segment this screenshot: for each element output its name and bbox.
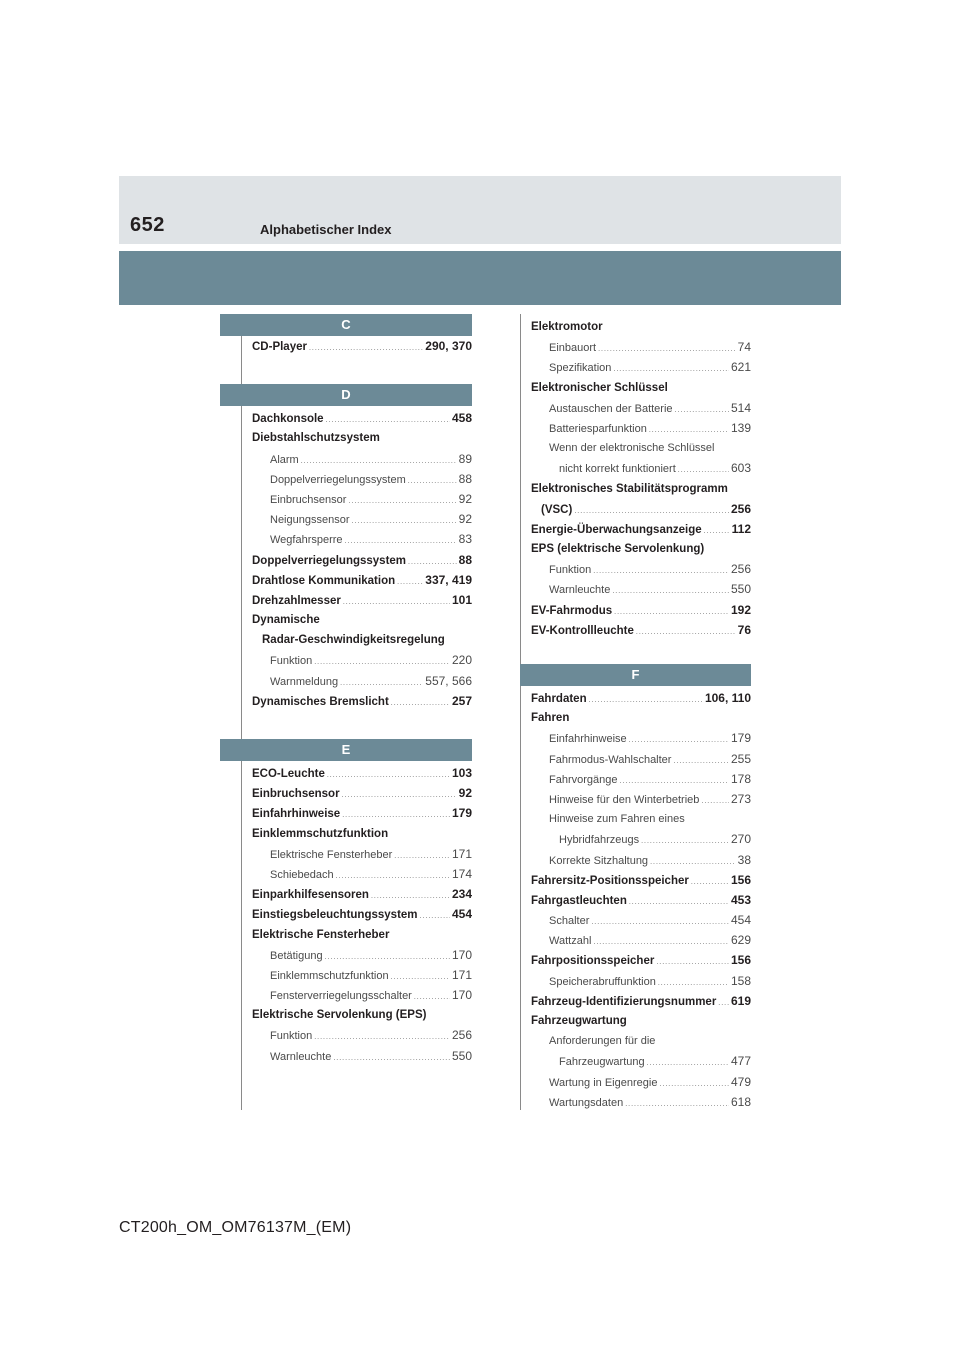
index-entry: ECO-Leuchte ..... 103 [252,763,472,783]
header-band-dark [119,251,841,305]
index-entry: EV-Fahrmodus ..... 192 [531,600,751,620]
index-subentry: Fensterverriegelungsschalter ..... 170 [252,985,472,1005]
index-entry: Elektronisches Stabilitätsprogramm [531,482,728,495]
index-entry: Einfahrhinweise ..... 179 [252,803,472,823]
index-subentry: Wartungsdaten ..... 618 [531,1092,751,1112]
letter-heading-e: E [220,739,472,761]
index-subentry: Schalter ..... 454 [531,910,751,930]
index-subentry: Einfahrhinweise ..... 179 [531,728,751,748]
index-entry: Fahrdaten ..... 106, 110 [531,688,751,708]
entries-f [521,686,751,1112]
letter-heading-c: C [220,314,472,336]
entries-d [242,406,472,711]
index-subentry: Wenn der elektronische Schlüssel [549,442,715,455]
footer-document-code: CT200h_OM_OM76137M_(EM) [119,1219,352,1236]
letter-heading-d: D [220,384,472,406]
index-subentry: Wegfahrsperre ..... 83 [252,529,472,549]
index-entry: Dynamische [252,614,320,627]
index-subentry: Wattzahl ..... 629 [531,930,751,950]
index-entry: Fahren [531,712,570,725]
index-subentry: Fahrmodus-Wahlschalter ..... 255 [531,749,751,769]
index-entry: CD-Player ..... 290, 370 [252,336,472,356]
index-entry: Einbruchsensor ..... 92 [252,783,472,803]
index-entry: Elektromotor [531,321,603,333]
index-subentry: Einbauort ..... 74 [531,337,751,357]
index-subentry: Funktion ..... 256 [252,1025,472,1045]
index-subentry-continuation: nicht korrekt funktioniert ..... 603 [531,458,751,478]
index-entry: Diebstahlschutzsystem [252,432,380,445]
index-entry: Fahrzeug-Identifizierungsnummer ..... 619 [531,991,751,1011]
index-entry: Dynamisches Bremslicht ..... 257 [252,691,472,711]
index-entry: Fahrersitz-Positionsspeicher ..... 156 [531,870,751,890]
index-subentry: Warnleuchte ..... 550 [252,1046,472,1066]
index-subentry: Schiebedach ..... 174 [252,864,472,884]
index-subentry: Hinweise für den Winterbetrieb ..... 273 [531,789,751,809]
index-entry: Einklemmschutzfunktion [252,827,389,840]
section-title: Alphabetischer Index [260,222,392,237]
index-subentry: Funktion ..... 256 [531,559,751,579]
index-subentry-continuation: Fahrzeugwartung ..... 477 [531,1051,751,1071]
letter-heading-f: F [520,664,751,686]
index-subentry: Spezifikation ..... 621 [531,357,751,377]
index-entry: Energie-Überwachungsanzeige ..... 112 [531,519,751,539]
index-entry: EPS (elektrische Servolenkung) [531,543,705,556]
index-column-left [241,314,472,1110]
index-subentry: Neigungssensor ..... 92 [252,509,472,529]
index-subentry: Austauschen der Batterie ..... 514 [531,398,751,418]
index-entry: Fahrgastleuchten ..... 453 [531,890,751,910]
index-subentry: Hinweise zum Fahren eines [549,813,685,826]
index-entry-continuation: (VSC) ..... 256 [531,499,751,519]
index-entry: Drehzahlmesser ..... 101 [252,590,472,610]
index-subentry: Einklemmschutzfunktion ..... 171 [252,965,472,985]
entries-c [242,336,472,356]
index-subentry: Doppelverriegelungssystem ..... 88 [252,469,472,489]
index-subentry: Batteriesparfunktion ..... 139 [531,418,751,438]
index-entry: Fahrzeugwartung [531,1015,627,1027]
index-entry: Drahtlose Kommunikation ..... 337, 419 [252,570,472,590]
index-subentry: Speicherabruffunktion ..... 158 [531,971,751,991]
index-subentry: Funktion ..... 220 [252,650,472,670]
index-subentry: Warnleuchte ..... 550 [531,579,751,599]
index-entry: Fahrpositionsspeicher ..... 156 [531,950,751,970]
entries-e [242,761,472,1066]
index-entry: Elektronischer Schlüssel [531,381,668,394]
index-subentry: Anforderungen für die [549,1035,656,1048]
index-entry: Doppelverriegelungssystem ..... 88 [252,550,472,570]
entries-e-continued [521,314,751,640]
index-subentry: Wartung in Eigenregie ..... 479 [531,1072,751,1092]
index-subentry: Elektrische Fensterheber ..... 171 [252,844,472,864]
index-subentry: Warnmeldung ..... 557, 566 [252,671,472,691]
index-subentry: Betätigung ..... 170 [252,945,472,965]
index-entry: Einstiegsbeleuchtungssystem ..... 454 [252,904,472,924]
index-entry: EV-Kontrollleuchte ..... 76 [531,620,751,640]
index-entry-continuation: Radar-Geschwindigkeitsregelung [262,634,445,647]
index-entry: Elektrische Servolenkung (EPS) [252,1009,427,1022]
index-subentry: Einbruchsensor ..... 92 [252,489,472,509]
index-subentry-continuation: Hybridfahrzeugs ..... 270 [531,829,751,849]
header-band-light [119,176,841,244]
index-subentry: Fahrvorgänge ..... 178 [531,769,751,789]
index-column-right [520,314,751,1110]
index-subentry: Korrekte Sitzhaltung ..... 38 [531,850,751,870]
index-entry: Elektrische Fensterheber [252,928,390,941]
index-entry: Dachkonsole ..... 458 [252,408,472,428]
index-subentry: Alarm ..... 89 [252,449,472,469]
page-number: 652 [130,214,165,236]
index-entry: Einparkhilfesensoren ..... 234 [252,884,472,904]
